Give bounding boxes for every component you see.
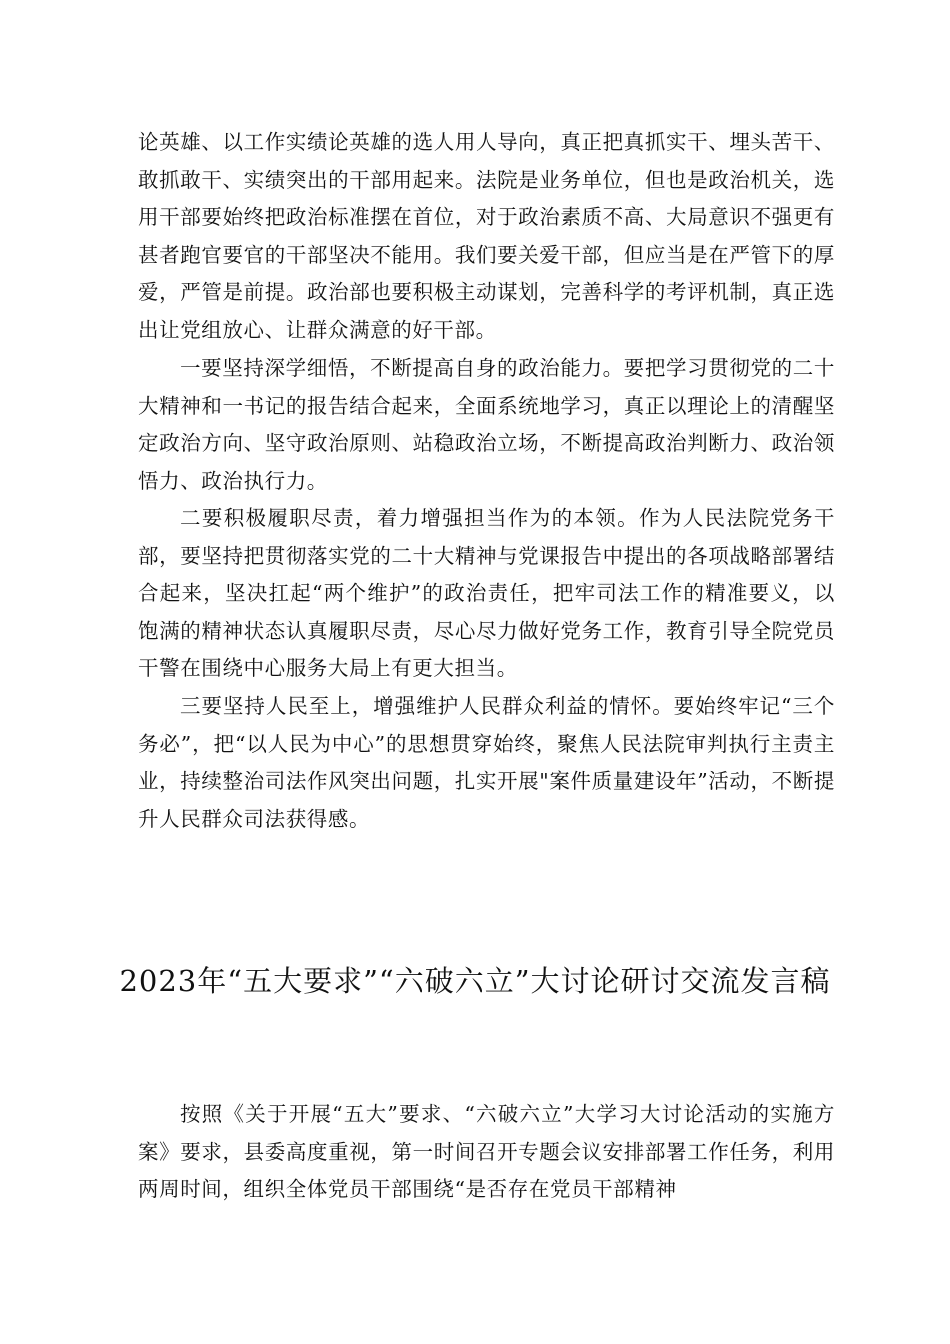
body-paragraph-point-one: 一要坚持深学细悟，不断提高自身的政治能力。要把学习贯彻党的二十大精神和一书记的报告结合起来，全面系统地学习，真正以理论上的清醒坚定政治方向、坚守政治原则、站稳政治立场，不断提高政治判断力、政治领悟力、政治执行力。: [138, 356, 835, 493]
body-paragraph-intro: 按照《关于开展“五大”要求、“六破六立”大学习大讨论活动的实施方案》要求，县委高度重视，第一时间召开专题会议安排部署工作任务，利用两周时间，组织全体党员干部围绕“是否存在党员干部精神: [138, 1102, 835, 1202]
article-title: 2023年“五大要求”“六破六立”大讨论研讨交流发言稿: [119, 964, 831, 998]
body-paragraph-point-three: 三要坚持人民至上，增强维护人民群众利益的情怀。要始终牢记“三个务必”，把“以人民为中心”的思想贯穿始终，聚焦人民法院审判执行主责主业，持续整治司法作风突出问题，扎实开展"案件质量建设年”活动，不断提升人民群众司法获得感。: [138, 694, 835, 831]
body-paragraph-continued: 论英雄、以工作实绩论英雄的选人用人导向，真正把真抓实干、埋头苦干、敢抓敢干、实绩突出的干部用起来。法院是业务单位，但也是政治机关，选用干部要始终把政治标准摆在首位，对于政治素质不高、大局意识不强更有甚者跑官要官的干部坚决不能用。我们要关爱干部，但应当是在严管下的厚爱，严管是前提。政治部也要积极主动谋划，完善科学的考评机制，真正选出让党组放心、让群众满意的好干部。: [138, 130, 835, 342]
body-paragraph-point-two: 二要积极履职尽责，着力增强担当作为的本领。作为人民法院党务干部，要坚持把贯彻落实党的二十大精神与党课报告中提出的各项战略部署结合起来，坚决扛起“两个维护”的政治责任，把牢司法工作的精准要义，以饱满的精神状态认真履职尽责，尽心尽力做好党务工作，教育引导全院党员干警在围绕中心服务大局上有更大担当。: [138, 506, 835, 681]
